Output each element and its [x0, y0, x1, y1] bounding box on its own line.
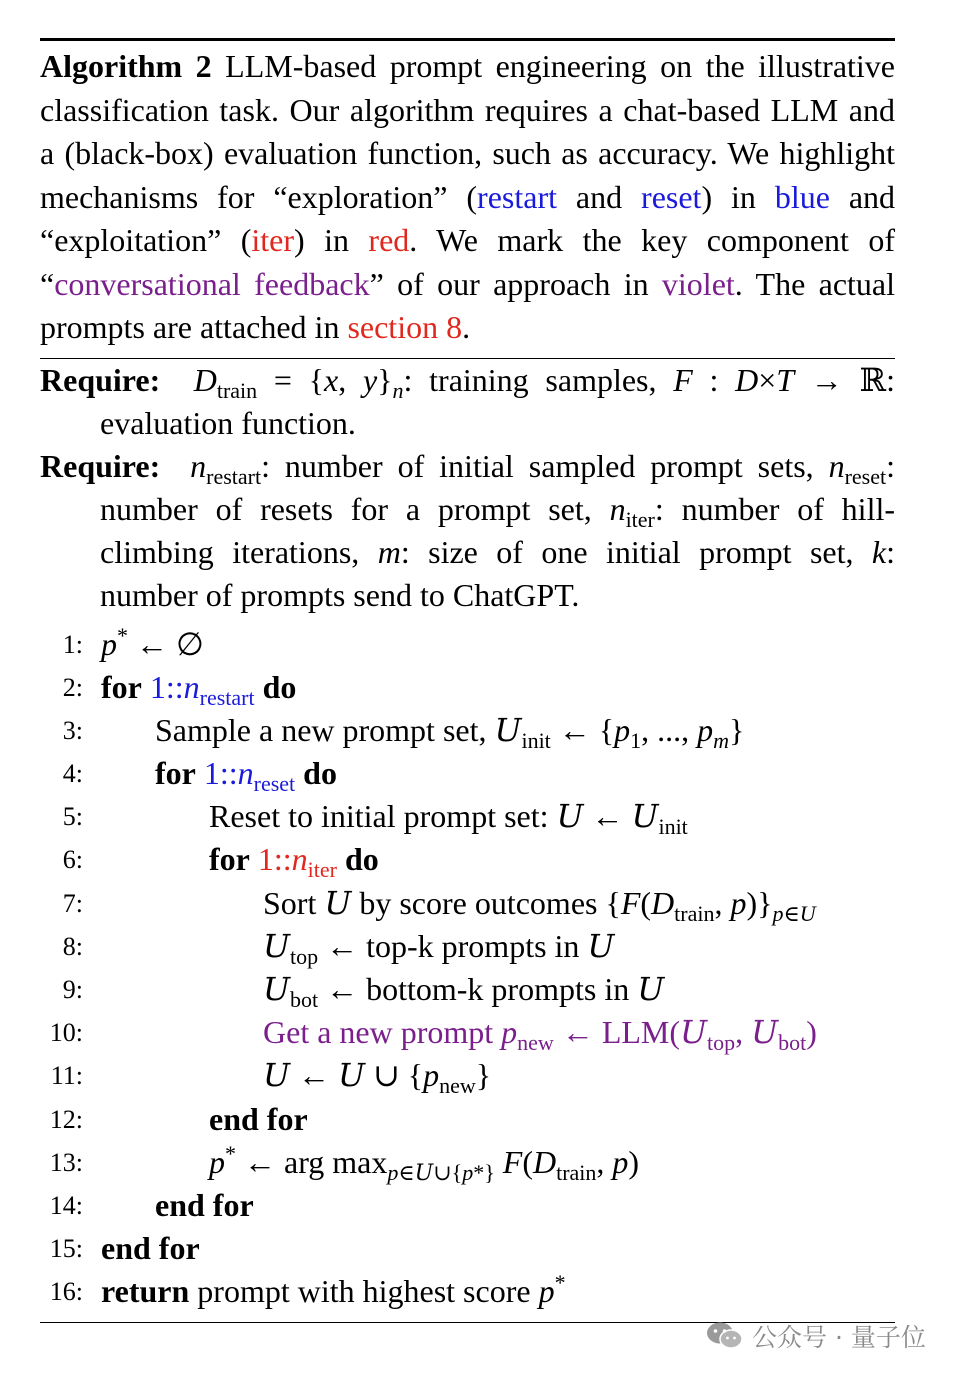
top-rule: [40, 38, 895, 41]
iter-word: iter: [251, 222, 294, 258]
red-word: red: [368, 222, 410, 258]
violet-word: violet: [661, 265, 735, 302]
restart-word: restart: [477, 178, 557, 215]
line-number: 10:: [49, 1018, 83, 1048]
line-number: 8:: [62, 931, 83, 961]
line-number: 7:: [62, 888, 83, 918]
require-params: Require: $n_{restart}$: number of initial sampled prompt sets, $n_{reset}$: number of resets for a prompt set, $n_{iter}$: number of hill-climbing iterations, m: size of one initial prompt set, k: number of prompts send to ChatGPT.: [40, 447, 896, 613]
algo-line-1: 1: p* ← ∅: [40, 623, 895, 666]
blue-word: blue: [774, 178, 830, 215]
line-number: 11:: [50, 1061, 83, 1091]
algo-line-11: 11: U ← U ∪ $\{p_{new}\}$: [40, 1054, 895, 1097]
line-number: 15:: [49, 1234, 83, 1264]
algo-line-10: 10: Get a new prompt $p_{new}$ ← $LLM(U_{top}$, $U_{bot}$): [40, 1011, 895, 1054]
section-link[interactable]: section 8: [347, 309, 463, 345]
line-number: 9:: [62, 975, 83, 1004]
algo-line-8: 8: $U_{top}$ ← top-k prompts in U: [40, 925, 895, 968]
algo-line-2: 2: for $1::n_{restart}$ do: [40, 666, 895, 709]
algo-line-5: 5: Reset to initial prompt set: U ← $U_{init}$: [40, 795, 895, 838]
algorithm-caption: Algorithm 2 LLM-based prompt engineering on the illustrative classification task. Our algorithm requires a chat-based LLM and a (black-box) evaluation function, such as accuracy. We highlight mechanisms for “exploration” (restart and reset) in blue and “exploitation” (iter) in red. We mark the key component of “conversational feedback” of our approach in violet. The actual prompts are attached in section 8.: [40, 48, 896, 345]
algo-line-6: 6: for $1::n_{iter}$ do: [40, 838, 895, 881]
watermark-text: 公众号 · 量子位: [752, 1323, 926, 1352]
line-number: 2:: [62, 672, 83, 702]
line-number: 16:: [49, 1277, 83, 1307]
algorithm-label: Algorithm 2: [40, 48, 212, 84]
algo-line-9: 9: $U_{bot}$ ← bottom-k prompts in U: [40, 968, 895, 1011]
algo-line-7: 7: Sort U by score outcomes {$F(D_{train}$, $p)\}_{p\in U}$: [40, 882, 895, 925]
watermark: [706, 1318, 926, 1354]
algo-line-16: 16: return prompt with highest score p*: [40, 1270, 895, 1313]
algo-line-12: 12: end for: [40, 1098, 895, 1141]
line-number: 14:: [49, 1190, 83, 1220]
algo-line-15: 15: end for: [40, 1227, 895, 1270]
line-number: 13:: [49, 1147, 83, 1177]
algorithm-box: [40, 38, 895, 1314]
algorithm-lines: [40, 623, 895, 1314]
algo-line-4: 4: for $1::n_{reset}$ do: [40, 752, 895, 795]
algo-line-3: 3: Sample a new prompt set, $U_{init}$ ← {$p_1$, ..., $p_m$}: [40, 709, 895, 752]
algo-line-14: 14: end for: [40, 1184, 895, 1227]
require-label: Require:: [40, 361, 161, 398]
algo-line-13: 13: p* ← arg $\max_{p\in U\cup\{p*\}} F(D_{train}$, p): [40, 1141, 895, 1184]
line-number: 6:: [62, 845, 83, 875]
line-number: 12:: [49, 1104, 83, 1134]
line-number: 5:: [62, 802, 83, 832]
wechat-icon: [706, 1321, 744, 1351]
line-number: 3:: [62, 715, 83, 745]
reset-word: reset: [641, 178, 702, 215]
conversational-feedback-phrase: conversational feedback: [54, 265, 370, 302]
require-label: Require:: [40, 447, 161, 484]
line-number: 4:: [62, 759, 83, 789]
require-training: Require: $D_{train} = \{x$, $y\}_n$: training samples, F : D×T → ℝ: evaluation function.: [40, 361, 896, 441]
line-number: 1:: [62, 629, 83, 659]
